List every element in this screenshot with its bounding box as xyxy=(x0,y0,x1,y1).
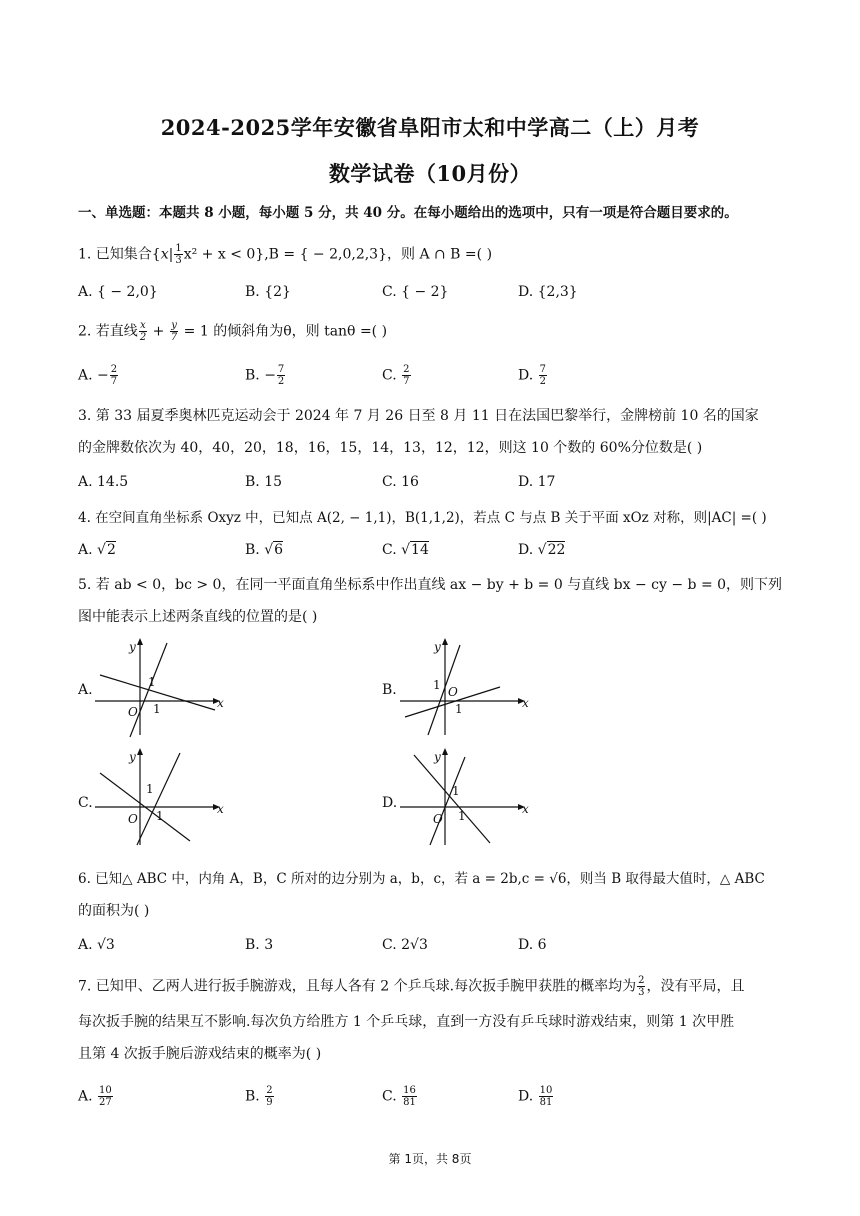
q5-label-c: C. xyxy=(78,795,93,811)
q4-a-label: A. xyxy=(78,542,98,558)
q2-f1-num: x xyxy=(140,320,146,331)
q7-d-label: D. xyxy=(518,1088,538,1105)
q2-post: = 1 的倾斜角为θ，则 tanθ =( ) xyxy=(179,323,388,340)
q7-c-den: 81 xyxy=(403,1097,416,1108)
q1-var: x xyxy=(160,246,169,263)
origin-label: O xyxy=(433,812,443,826)
q2-fraction-2 xyxy=(170,320,178,343)
q5-label-b: B. xyxy=(382,682,397,698)
q4-b-radicand: 6 xyxy=(274,542,284,558)
q7-frac-num: 2 xyxy=(638,975,645,986)
q5-figure-c xyxy=(95,745,230,850)
tick-1-x: 1 xyxy=(156,809,164,823)
q7-fraction xyxy=(637,975,645,998)
q4-option-d: D. √22 xyxy=(518,542,566,558)
q7-d-den: 81 xyxy=(539,1097,553,1108)
question-6-line-2: 的面积为( ) xyxy=(78,903,150,919)
q3-option-b: B. 15 xyxy=(245,474,283,490)
question-5-line-2: 图中能表示上述两条直线的位置的是( ) xyxy=(78,609,318,625)
q1-frac-den: 3 xyxy=(175,255,182,266)
q3-option-c: C. 16 xyxy=(382,474,419,490)
y-axis-arrow-icon xyxy=(137,638,143,645)
tick-1-x: 1 xyxy=(458,809,466,823)
q7-option-a xyxy=(78,1085,114,1108)
question-7-line-1 xyxy=(78,975,782,998)
q2-c-label: C. xyxy=(382,367,402,384)
q2-c-num: 2 xyxy=(403,364,410,375)
q4-d-radicand: 22 xyxy=(547,542,566,558)
q2-d-den: 2 xyxy=(539,376,547,387)
y-axis-arrow-icon xyxy=(442,748,448,755)
q7-a-label: A. xyxy=(78,1088,98,1105)
q2-a-frac xyxy=(110,364,118,387)
q7-a-den: 27 xyxy=(99,1097,112,1108)
tick-1-x: 1 xyxy=(153,702,161,716)
q1-bar: | xyxy=(168,246,174,263)
q2-f2-den: 7 xyxy=(170,332,178,343)
q2-c-den: 7 xyxy=(403,376,410,387)
question-5-line-1: 5. 若 ab < 0，bc > 0，在同一平面直角坐标系中作出直线 ax − by + b = 0 与直线 bx − cy − b = 0，则下列 xyxy=(78,577,783,593)
q7-d-num: 10 xyxy=(539,1085,553,1096)
q7-option-b xyxy=(245,1085,275,1108)
q2-option-c xyxy=(382,364,412,387)
q5-figure-d xyxy=(400,745,535,850)
q7-d-frac xyxy=(539,1085,554,1108)
q7-c-label: C. xyxy=(382,1088,402,1105)
q5-figure-a xyxy=(95,635,230,740)
origin-label: O xyxy=(128,812,138,826)
q4-d-label: D. xyxy=(518,542,538,558)
q1-option-a: A. { − 2,0} xyxy=(78,284,158,300)
q2-d-label: D. xyxy=(518,367,538,384)
tick-1-y: 1 xyxy=(433,678,441,692)
question-3-line-1: 3. 第 33 届夏季奥林匹克运动会于 2024 年 7 月 26 日至 8 月 11 日在法国巴黎举行，金牌榜前 10 名的国家 xyxy=(78,408,759,424)
line-2 xyxy=(130,643,167,737)
q7-frac-den: 3 xyxy=(638,987,645,998)
question-7-line-2: 每次扳手腕的结果互不影响.每次负方给胜方 1 个乒乓球，直到一方没有乒乓球时游戏结束，则第 1 次甲胜 xyxy=(78,1014,735,1030)
line-2 xyxy=(430,757,465,845)
q2-b-frac xyxy=(277,364,285,387)
q7-c-frac xyxy=(402,1085,417,1108)
y-label: y xyxy=(434,750,441,764)
q7-option-c xyxy=(382,1085,418,1108)
y-label: y xyxy=(129,750,136,764)
q6-option-d: D. 6 xyxy=(518,937,547,953)
q2-option-b xyxy=(245,364,286,387)
q1-option-b: B. {2} xyxy=(245,284,291,300)
tick-1-y: 1 xyxy=(452,784,460,798)
q1-post: x² + x < 0},B = { − 2,0,2,3}，则 A ∩ B =( ) xyxy=(183,246,493,263)
tick-1-y: 1 xyxy=(148,675,156,689)
y-axis-arrow-icon xyxy=(137,748,143,755)
q4-c-label: C. xyxy=(382,542,402,558)
x-label: x xyxy=(217,802,224,816)
q7-post: ，没有平局，且 xyxy=(646,978,745,995)
q2-d-num: 7 xyxy=(539,364,547,375)
page-title: 2024-2025学年安徽省阜阳市太和中学高二（上）月考 xyxy=(160,115,700,140)
q2-option-d xyxy=(518,364,548,387)
q5-label-d: D. xyxy=(382,795,398,811)
q2-plus: + xyxy=(148,323,169,340)
q2-f2-num: y xyxy=(171,320,177,331)
q5-label-a: A. xyxy=(78,682,93,698)
question-1 xyxy=(78,243,782,266)
q7-b-frac xyxy=(265,1085,273,1108)
line-1 xyxy=(414,755,490,843)
q1-frac-num: 1 xyxy=(175,243,182,254)
q2-pre: 2. 若直线 xyxy=(78,323,138,340)
q3-option-d: D. 17 xyxy=(518,474,556,490)
q3-option-a: A. 14.5 xyxy=(78,474,129,490)
q4-option-a: A. √2 xyxy=(78,542,116,558)
q7-option-d xyxy=(518,1085,554,1108)
q7-a-num: 10 xyxy=(99,1085,112,1096)
q6-option-c: C. 2√3 xyxy=(382,937,428,953)
section-heading: 一、单选题：本题共 8 小题，每小题 5 分，共 40 分。在每小题给出的选项中，只有一项是符合题目要求的。 xyxy=(78,205,738,221)
question-7-line-3: 且第 4 次扳手腕后游戏结束的概率为( ) xyxy=(78,1046,322,1062)
q6-option-b: B. 3 xyxy=(245,937,274,953)
question-3-line-2: 的金牌数依次为 40，40，20，18，16，15，14，13，12，12，则这 10 个数的 60%分位数是( ) xyxy=(78,440,703,456)
q2-d-frac xyxy=(539,364,547,387)
x-label: x xyxy=(217,696,224,710)
q2-b-label: B. − xyxy=(245,367,276,384)
q1-fraction xyxy=(174,243,182,266)
q2-c-frac xyxy=(402,364,410,387)
q2-option-a xyxy=(78,364,119,387)
q4-a-radicand: 2 xyxy=(106,542,116,558)
q6-option-a: A. √3 xyxy=(78,937,115,953)
q2-b-den: 2 xyxy=(277,376,285,387)
tick-1-y: 1 xyxy=(146,782,154,796)
q4-option-c: C. √14 xyxy=(382,542,429,558)
q2-a-num: 2 xyxy=(110,364,118,375)
y-label: y xyxy=(129,640,136,654)
q7-b-label: B. xyxy=(245,1088,265,1105)
q1-pre: 1. 已知集合{ xyxy=(78,246,161,263)
q5-figure-b xyxy=(400,635,535,740)
y-label: y xyxy=(434,640,441,654)
q2-a-den: 7 xyxy=(110,376,118,387)
q2-f1-den: 2 xyxy=(139,332,147,343)
origin-label: O xyxy=(128,705,138,719)
q7-a-frac xyxy=(98,1085,113,1108)
origin-label: O xyxy=(448,685,458,699)
q2-fraction-1 xyxy=(139,320,147,343)
question-6-line-1: 6. 已知△ ABC 中，内角 A，B，C 所对的边分别为 a，b，c，若 a = 2b,c = √6，则当 B 取得最大值时，△ ABC xyxy=(78,871,765,887)
q7-b-den: 9 xyxy=(266,1097,273,1108)
q7-pre: 7. 已知甲、乙两人进行扳手腕游戏，且每人各有 2 个乒乓球.每次扳手腕甲获胜的概率均为 xyxy=(78,978,637,995)
y-axis-arrow-icon xyxy=(442,638,448,645)
line-2 xyxy=(137,753,180,845)
question-2 xyxy=(78,320,782,343)
q7-c-num: 16 xyxy=(403,1085,416,1096)
q2-b-num: 7 xyxy=(277,364,285,375)
question-4: 4. 在空间直角坐标系 Oxyz 中，已知点 A(2, − 1,1)，B(1,1,2)，若点 C 与点 B 关于平面 xOz 对称，则|AC| =( ) xyxy=(78,510,767,526)
tick-1-x: 1 xyxy=(455,702,463,716)
q1-option-d: D. {2,3} xyxy=(518,284,578,300)
x-label: x xyxy=(522,802,529,816)
q2-a-label: A. − xyxy=(78,367,109,384)
q4-option-b: B. √6 xyxy=(245,542,284,558)
q7-b-num: 2 xyxy=(266,1085,273,1096)
page-footer: 第 1页，共 8页 xyxy=(388,1152,472,1166)
q1-option-c: C. { − 2} xyxy=(382,284,449,300)
q4-b-label: B. xyxy=(245,542,265,558)
x-label: x xyxy=(522,696,529,710)
q4-c-radicand: 14 xyxy=(411,542,429,558)
page-subtitle: 数学试卷（10月份） xyxy=(328,161,532,186)
